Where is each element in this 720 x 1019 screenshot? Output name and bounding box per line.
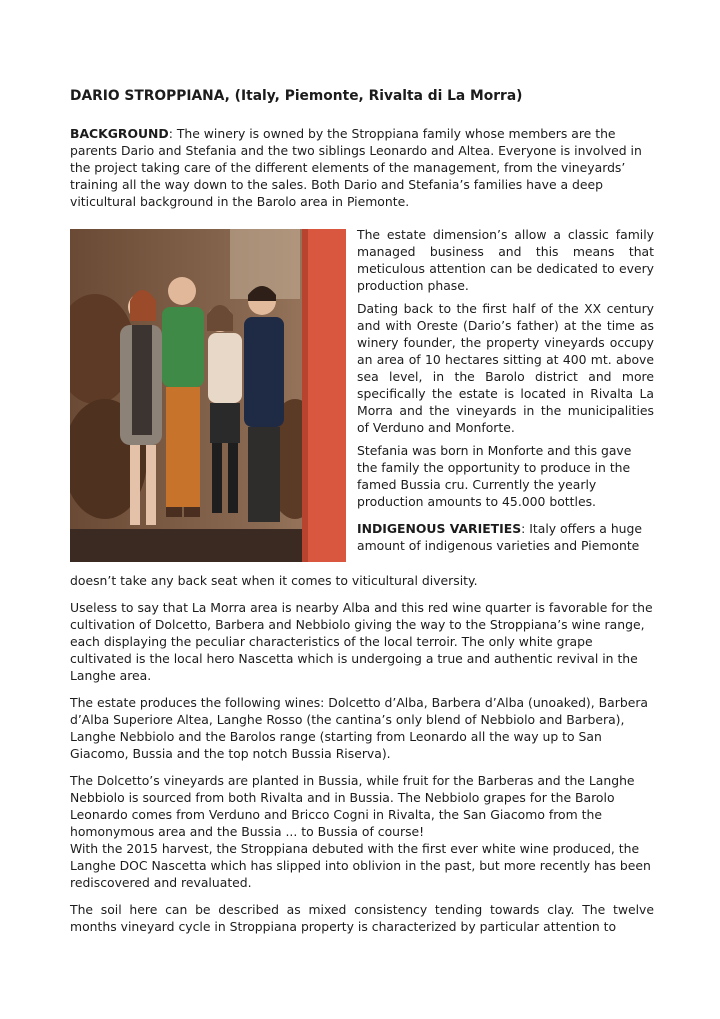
document-title: DARIO STROPPIANA, (Italy, Piemonte, Rivalta di La Morra): [70, 88, 523, 104]
paragraph-stefania: Stefania was born in Monforte and this gave the family the opportunity to produce in the famed Bussia cru. Currently the yearly production amounts to 45.000 bottles.: [357, 443, 632, 509]
paragraph-la-morra: Useless to say that La Morra area is nearby Alba and this red wine quarter is favorable for the cultivation of Dolcetto, Barbera and Nebbiolo giving the way to the Stroppiana’s wine range, each displaying the peculiar characteristics of the local terroir. The only white grape cultivated is the local hero Nascetta which is undergoing a true and authentic revival in the Langhe area.: [70, 600, 653, 683]
indigenous-text-line3: doesn’t take any back seat when it comes to viticultural diversity.: [70, 573, 478, 588]
background-section: [70, 125, 654, 210]
lower-section: [70, 599, 654, 945]
background-text: : The winery is owned by the Stroppiana family whose members are the parents Dario and Stefania and the two siblings Leonardo and Altea. Everyone is involved in the project taking care of the different elements of the management, from the vineyards’ training all the way down to the sales. Both Dario and Stefania’s families have a deep viticultural background in the Barolo area in Piemonte.: [70, 126, 642, 209]
right-column: [357, 226, 654, 554]
indigenous-text-line2: amount of indigenous varieties and Piemonte: [357, 538, 640, 553]
family-photo: [70, 229, 346, 562]
paragraph-history: Dating back to the first half of the XX century and with Oreste (Dario’s father) at the time as winery founder, the property vineyards occupy an area of 10 hectares sitting at 400 mt. above sea level, in the Barolo district and more specifically the estate is located in Rivalta La Morra and the vineyards in the municipalities of Verduno and Monforte.: [357, 301, 654, 435]
paragraph-nascetta: With the 2015 harvest, the Stroppiana debuted with the first ever white wine produced, the Langhe DOC Nascetta which has slipped into oblivion in the past, but more recently has been rediscovered and revaluated.: [70, 841, 651, 890]
paragraph-estate-dimension: The estate dimension’s allow a classic family managed business and this means that meticulous attention can be dedicated to every production phase.: [357, 227, 654, 293]
paragraph-wines: The estate produces the following wines: Dolcetto d’Alba, Barbera d’Alba (unoaked), Barbera d’Alba Superiore Altea, Langhe Rosso (the cantina’s only blend of Nebbiolo and Barbera), Langhe Nebbiolo and the Barolos range (starting from Leonardo all the way up to San Giacomo, Bussia and the top notch Bussia Riserva).: [70, 695, 649, 761]
indigenous-label: INDIGENOUS VARIETIES: [357, 521, 522, 536]
paragraph-vineyards: The Dolcetto’s vineyards are planted in Bussia, while fruit for the Barberas and the Langhe Nebbiolo is sourced from both Rivalta and in Bussia. The Nebbiolo grapes for the Barolo Leonardo comes from Verduno and Bricco Cogni in Rivalta, the San Giacomo from the homonymous area and the Bussia ... to Bussia of course!: [70, 773, 635, 839]
indigenous-text-line1: : Italy offers a huge: [521, 521, 643, 536]
family-photo-illustration: [70, 229, 346, 562]
paragraph-soil: The soil here can be described as mixed consistency tending towards clay. The twelve months vineyard cycle in Stroppiana property is characterized by particular attention to: [70, 902, 654, 934]
background-label: BACKGROUND: [70, 126, 169, 141]
